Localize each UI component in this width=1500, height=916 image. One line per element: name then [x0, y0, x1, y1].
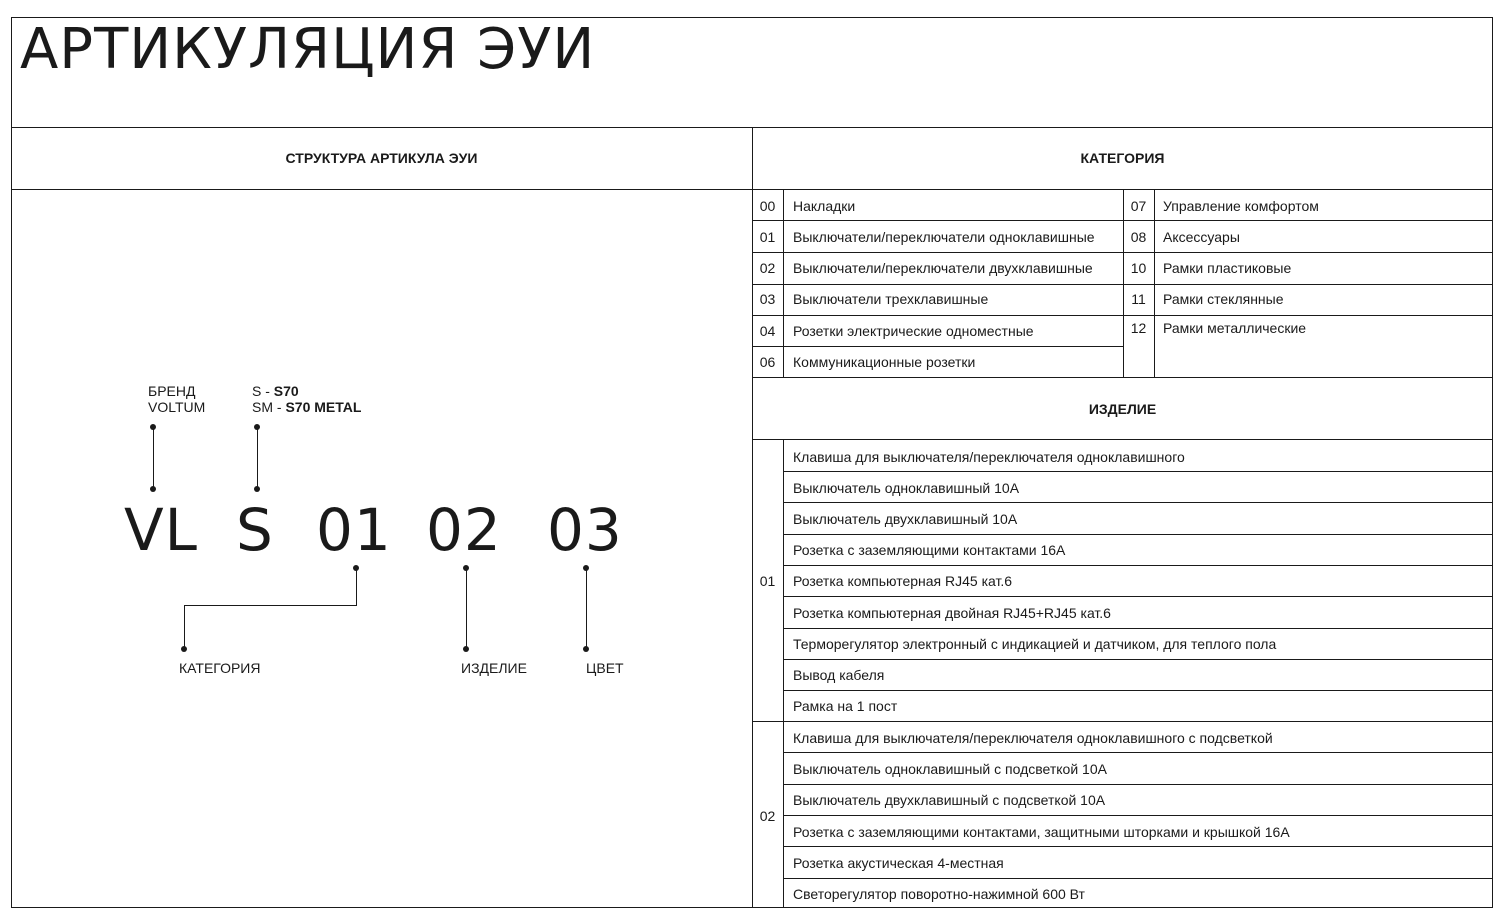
product-row-line	[783, 752, 1493, 753]
product-item: Розетка компьютерная двойная RJ45+RJ45 кат.6	[793, 605, 1111, 621]
category-col-divider-1	[783, 189, 784, 377]
product-row-line	[783, 502, 1493, 503]
category-name: Накладки	[793, 198, 856, 214]
product-item: Розетка с заземляющими контактами 16А	[793, 542, 1066, 558]
category-row-line	[752, 220, 1123, 221]
category-name: Коммуникационные розетки	[793, 354, 976, 370]
category-code: 02	[759, 260, 776, 276]
series-sm-label: SM - S70 METAL	[252, 399, 362, 415]
brand-connector-line	[153, 427, 154, 489]
product-item: Выключатель одноклавишный с подсветкой 10А	[793, 761, 1107, 777]
category-name: Аксессуары	[1163, 229, 1240, 245]
product-item: Клавиша для выключателя/переключателя одноклавишного	[793, 449, 1185, 465]
product-row-line	[783, 878, 1493, 879]
product-row-line	[783, 596, 1493, 597]
product-group-code: 01	[759, 573, 776, 589]
category-row-line	[1123, 220, 1493, 221]
product-item: Розетка компьютерная RJ45 кат.6	[793, 573, 1013, 589]
category-code: 12	[1130, 320, 1147, 336]
category-name: Розетки электрические одноместные	[793, 323, 1034, 339]
category-name: Выключатели/переключатели двухклавишные	[793, 260, 1093, 276]
category-connector-line-h	[184, 605, 357, 606]
category-name: Рамки стеклянные	[1163, 291, 1284, 307]
category-code: 08	[1130, 229, 1147, 245]
category-name: Рамки пластиковые	[1163, 260, 1292, 276]
category-code: 06	[759, 354, 776, 370]
category-code: 00	[759, 198, 776, 214]
brand-connector-dot-bottom	[150, 486, 156, 492]
category-code: 04	[759, 323, 776, 339]
category-label: КАТЕГОРИЯ	[179, 660, 261, 676]
category-name: Выключатели/переключатели одноклавишные	[793, 229, 1095, 245]
product-header-divider	[752, 439, 1493, 440]
category-name: Рамки металлические	[1163, 320, 1307, 336]
product-label: ИЗДЕЛИЕ	[461, 660, 527, 676]
code-part-brand: VL	[124, 496, 198, 564]
product-connector-line	[466, 568, 467, 649]
product-connector-dot-bottom	[463, 646, 469, 652]
brand-label: БРЕНД	[148, 383, 196, 399]
category-code: 11	[1131, 291, 1146, 307]
product-row-line	[783, 471, 1493, 472]
code-part-series: S	[236, 496, 274, 564]
code-part-color: 03	[547, 496, 623, 564]
code-part-category: 01	[316, 496, 392, 564]
series-connector-dot-bottom	[254, 486, 260, 492]
code-part-product: 02	[426, 496, 502, 564]
product-item: Вывод кабеля	[793, 667, 885, 683]
product-row-line	[783, 690, 1493, 691]
product-item: Розетка с заземляющими контактами, защитными шторками и крышкой 16А	[793, 824, 1290, 840]
product-row-line	[783, 659, 1493, 660]
page-title: АРТИКУЛЯЦИЯ ЭУИ	[20, 17, 596, 82]
category-code: 10	[1130, 260, 1147, 276]
category-row-line	[752, 346, 1123, 347]
series-s-label: S - S70	[252, 383, 299, 399]
product-item: Рамка на 1 пост	[793, 698, 898, 714]
category-code: 07	[1130, 198, 1147, 214]
category-connector-line-v1	[356, 568, 357, 606]
category-row-line	[1123, 252, 1493, 253]
category-code: 03	[759, 291, 776, 307]
product-row-line	[783, 565, 1493, 566]
product-header: ИЗДЕЛИЕ	[1088, 401, 1157, 417]
product-row-line	[783, 784, 1493, 785]
category-name: Управление комфортом	[1163, 198, 1319, 214]
product-row-line	[783, 534, 1493, 535]
brand-name: VOLTUM	[148, 399, 206, 415]
category-col-divider-2	[1123, 189, 1124, 377]
product-item: Терморегулятор электронный с индикацией и датчиком, для теплого пола	[793, 636, 1277, 652]
product-row-line	[783, 846, 1493, 847]
category-connector-dot-bottom	[181, 646, 187, 652]
color-label: ЦВЕТ	[586, 660, 624, 676]
category-row-line	[752, 252, 1123, 253]
product-item: Клавиша для выключателя/переключателя одноклавишного с подсветкой	[793, 730, 1273, 746]
category-code: 01	[759, 229, 776, 245]
category-row-line	[1123, 284, 1493, 285]
product-row-line	[783, 815, 1493, 816]
category-name: Выключатели трехклавишные	[793, 291, 989, 307]
product-item: Розетка акустическая 4-местная	[793, 855, 1004, 871]
product-item: Выключатель одноклавишный 10А	[793, 480, 1020, 496]
product-col-divider	[783, 439, 784, 908]
category-row-line	[752, 315, 1123, 316]
category-table-bottom	[752, 377, 1493, 378]
series-connector-line	[257, 427, 258, 489]
category-col-divider-3	[1154, 189, 1155, 377]
product-item: Выключатель двухклавишный с подсветкой 10А	[793, 792, 1106, 808]
category-connector-line-v2	[184, 605, 185, 649]
structure-header: СТРУКТУРА АРТИКУЛА ЭУИ	[285, 150, 478, 166]
color-connector-dot-bottom	[583, 646, 589, 652]
product-item: Светорегулятор поворотно-нажимной 600 Вт	[793, 886, 1085, 902]
product-item: Выключатель двухклавишный 10А	[793, 511, 1018, 527]
color-connector-line	[586, 568, 587, 649]
product-row-line	[783, 628, 1493, 629]
category-row-line	[1123, 315, 1493, 316]
product-group-divider	[752, 721, 1493, 722]
category-row-line	[752, 284, 1123, 285]
product-group-code: 02	[759, 808, 776, 824]
category-header: КАТЕГОРИЯ	[1080, 150, 1165, 166]
